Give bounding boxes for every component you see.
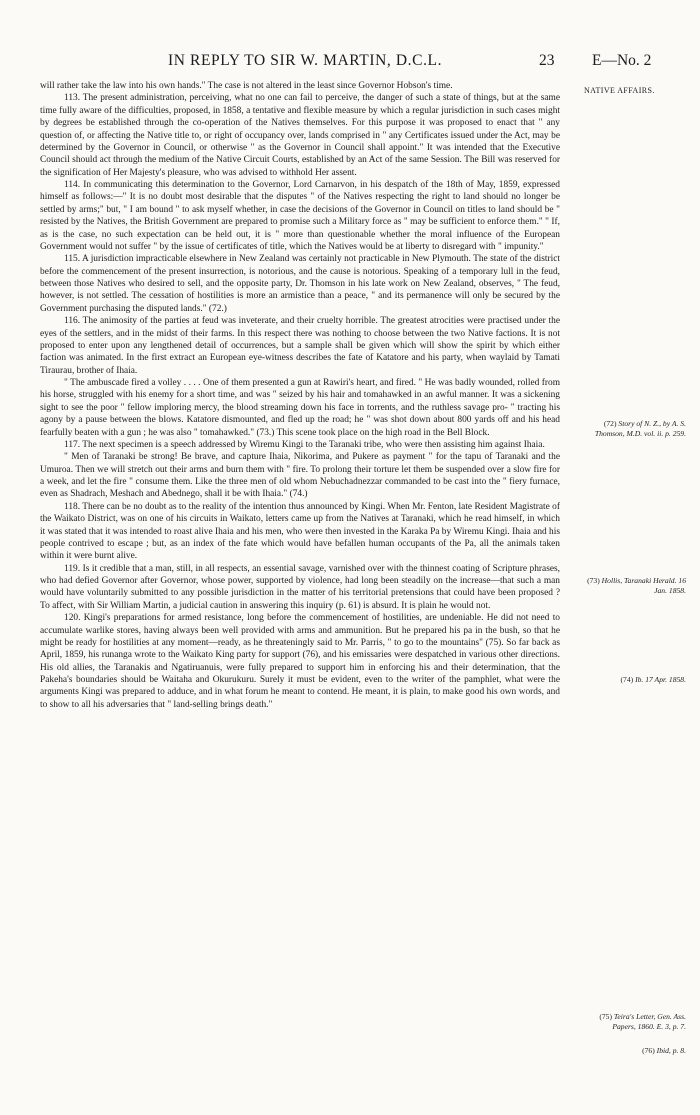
paragraph-117: 117. The next specimen is a speech addressed by Wiremu Kingi to the Taranaki tribe, who were then assisting him against Ihaia. (64, 439, 545, 450)
page-number: 23 (539, 52, 555, 69)
paragraph-120: 120. Kingi's preparations for armed resistance, long before the commencement of hostilities, are undeniable. He did not need to accumulate warlike stores, having always been well provided with arms and ammunition. But he prepared his pa in the bush, so that he might be ready for hostilities at any moment—ready, as he threateningly said to Mr. Parris, " to go to the mountains" (75). So far back as April, 1859, his runanga wrote to the Waikato King party for support (76), and his emissaries were despatched in various other directions. His old allies, the Taranakis and Ngatiruanuis, were fully prepared to support him in enforcing his and their determination, that the Pakeha's boundaries should be Waitaha and Okurukuru. Surely it must be evident, even to the writer of the pamphlet, what were the arguments Kingi was prepared to adduce, and in what forum he meant to contend. He meant, it is plain, to make good his own words, and to show to all his adversaries that " land-selling brings death." (40, 613, 560, 710)
margin-note-ref: (75) (599, 1012, 612, 1021)
paragraph-118: 118. There can be no doubt as to the reality of the intention thus announced by Kingi. When Mr. Fenton, late Resident Magistrate of the Waikato District, was on one of his circuits in Waikato, letters came up from the Natives at Taranaki, which he read himself, in which it was stated that it was intended to roast alive Ihaia and his men, who were then invested in the Karaka Pa by Wiremu Kingi. Ihaia and his people contrived to escape ; but, as an index of the fate which would have befallen human occupants of the Pa, all the animals taken within it were burnt alive. (40, 501, 560, 562)
margin-note-ref: (74) (620, 675, 634, 684)
margin-note-text: Hollis, Taranaki Herald. 16 Jan. 1858. (601, 576, 686, 595)
margin-note-72 (578, 419, 686, 439)
paragraph-continuation: will rather take the law into his own hands." The case is not altered in the least since Governor Hobson's time. (40, 81, 453, 91)
paragraph-113: 113. The present administration, perceiving, what no one can fail to perceive, the danger of such a state of things, but at the same time fully aware of the difficulties, proposed, in 1858, a tentative and flexible measure by which a regular jurisdiction in such cases might by degrees be established through the co-operation of the Natives themselves. For this purpose it was proposed to enact that " any question of, or affecting the Native title to, or right of occupancy over, lands comprised in " any Certificates issued under the Act, may be determined by the Governor in Council, or otherwise " as the Governor in Council shall appoint." It was intended that the Executive Council should act through the medium of the Native Circuit Courts, established by an Act of the same Session. The Bill was reserved for the signification of Her Majesty's pleasure, who was advised to withhold Her assent. (40, 93, 560, 178)
paper-reference: E—No. 2 (592, 52, 652, 69)
quotation-katatore: " The ambuscade fired a volley . . . . One of them presented a gun at Rawiri's heart, and fired. " He was badly wounded, rolled from his horse, struggled with his enemy for a short time, and was " seized by his hair and tomahawked in an awful manner. It was a sickening sight to see the poor " fellow imploring mercy, the blood streaming down his face in torrents, and the ruthless savage pro- " tracting his agony by a pause between the blows. Katatore dismounted, and fled up the road; he " was shot down about 800 yards off and his head fearfully beaten with a gun ; he was also " tomahawked." (73.) This scene took place on the high road in the Bell Block. (40, 378, 560, 438)
margin-note-text: Teira's Letter, Gen. Ass. Papers, 1860. E. 3, p. 7. (612, 1012, 686, 1031)
margin-note-74 (578, 675, 686, 685)
margin-note-text: Ib. 17 Apr. 1858. (635, 675, 686, 684)
margin-note-ref: (73) (587, 576, 600, 585)
margin-note-text: Story of N. Z., by A. S. Thomson, M.D. vol. ii. p. 259. (594, 419, 686, 438)
paragraph-116: 116. The animosity of the parties at feud was inveterate, and their cruelty horrible. The greatest atrocities were practised under the eyes of the settlers, and in the midst of their farms. In this respect there was nothing to choose between the two Native factions. It is not proposed to enter upon any lengthened detail of occurrences, but a sample shall be given which will show the spirit by which either faction was animated. In the first extract an European eye-witness describes the fate of Katatore and his party, when waylaid by Tamati Tiraurau, brother of Ihaia. (40, 316, 560, 376)
body-text (40, 80, 560, 711)
margin-note-73 (578, 576, 686, 596)
running-title: IN REPLY TO SIR W. MARTIN, D.C.L. (168, 52, 443, 69)
margin-note-75 (578, 1012, 686, 1032)
margin-note-ref: (76) (642, 1046, 655, 1055)
margin-note-ref: (72) (603, 419, 617, 428)
margin-note-76 (578, 1046, 686, 1056)
quotation-kingi-speech: " Men of Taranaki be strong! Be brave, and capture Ihaia, Nikorima, and Pukere as payment " for the tapu of Taranaki and the Umuroa. Then we will stretch out their arms and burn them with " fire. To prolong their torture let them be suspended over a slow fire for a week, and let the fire " consume them. Like the three men of old whom Nebuchadnezzar commanded to be cast into the " fiery furnace, even as Shadrach, Meshach and Abednego, shall it be with Ihaia." (74.) (40, 452, 560, 500)
paragraph-114: 114. In communicating this determination to the Governor, Lord Carnarvon, in his despatch of the 18th of May, 1859, expressed himself as follows:—" It is no doubt most desirable that the disputes " of the Natives respecting the right to land should no longer be settled by arms;" but, " I am bound " to ask myself whether, in case the decisions of the Governor in Council on titles to land should be " resisted by the Natives, the British Government are prepared to promise such a Military force as " may be sufficient to enforce them." " If, as is the case, no such expectation can be held out, it is " more than questionable whether the moral influence of the European Government would not suffer " by the issue of certificates of title, which the Natives would be at liberty to disregard with " impunity." (40, 180, 560, 252)
section-tag: NATIVE AFFAIRS. (584, 86, 655, 95)
page-header (0, 52, 700, 74)
margin-note-text: Ibid, p. 8. (656, 1046, 686, 1055)
paragraph-119: 119. Is it credible that a man, still, in all respects, an essential savage, varnished over with the thinnest coating of Scripture phrases, who had defied Governor after Governor, whose power, supported by violence, had long been steadily on the increase—that such a man would have voluntarily submitted to any possible jurisdiction in the matter of his territorial pretensions that could have been proposed ? To affect, with Sir William Martin, a judicial caution in answering this inquiry (p. 61) is absurd. It is plain he would not. (40, 563, 560, 611)
paragraph-115: 115. A jurisdiction impracticable elsewhere in New Zealand was certainly not practicable in New Plymouth. The state of the district before the commencement of the present insurrection, is notorious, and the cause is notorious. Speaking of a temporary lull in the feud, between those Natives who desired to sell, and the opposite party, Dr. Thomson in his late work on New Zealand, observes, " The feud, however, is not settled. The cessation of hostilities is more an armistice than a peace, " and its permanence will only be secured by the Government purchasing the disputed lands." (72.) (40, 254, 560, 314)
